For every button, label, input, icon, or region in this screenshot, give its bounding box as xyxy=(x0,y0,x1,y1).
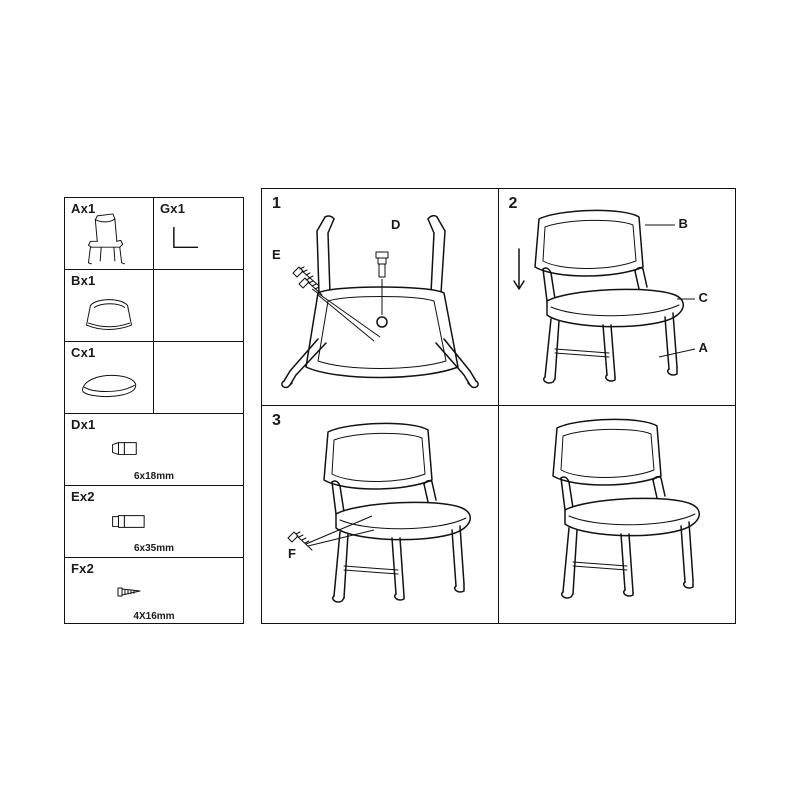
table-row xyxy=(65,414,243,486)
part-cell-empty-2 xyxy=(154,342,243,413)
step-4-finished-chair xyxy=(499,406,736,623)
part-cell-d xyxy=(65,414,243,485)
step-4-illustration xyxy=(499,406,734,623)
steps-grid xyxy=(261,188,736,624)
part-cell-empty-1 xyxy=(154,270,243,341)
part-size-f: 4X16mm xyxy=(133,611,175,622)
step-3-illustration xyxy=(262,406,499,623)
step-3-fix-backrest-screws xyxy=(262,406,499,623)
parts-list-table xyxy=(64,197,244,624)
table-row xyxy=(65,558,243,625)
part-cell-b xyxy=(65,270,154,341)
part-cell-e xyxy=(65,486,243,557)
part-label-g: Gx1 xyxy=(160,201,186,216)
table-row xyxy=(65,342,243,414)
step-1-attach-seat-underside xyxy=(262,189,499,406)
part-label-c: Cx1 xyxy=(71,345,96,360)
table-row xyxy=(65,486,243,558)
table-row xyxy=(65,198,243,270)
callout-e: E xyxy=(272,247,281,262)
bolt-d-graphic xyxy=(376,252,388,277)
callout-f: F xyxy=(288,546,296,561)
callout-c: C xyxy=(698,290,708,305)
part-cell-c xyxy=(65,342,154,413)
step-1-illustration xyxy=(262,189,499,406)
step-number-3: 3 xyxy=(272,412,281,429)
step-number-1: 1 xyxy=(272,195,281,212)
part-label-b: Bx1 xyxy=(71,273,96,288)
callout-d: D xyxy=(391,217,401,232)
step-2-identify-parts xyxy=(499,189,736,406)
part-cell-g xyxy=(154,198,243,269)
part-size-d: 6x18mm xyxy=(133,471,175,482)
part-size-e: 6x35mm xyxy=(133,543,175,554)
callout-b: B xyxy=(678,216,688,231)
part-label-f: Fx2 xyxy=(71,561,95,576)
part-label-a: Ax1 xyxy=(71,201,96,216)
part-label-e: Ex2 xyxy=(71,489,95,504)
step-number-2: 2 xyxy=(508,195,518,212)
table-row xyxy=(65,270,243,342)
part-cell-f xyxy=(65,558,243,625)
part-label-d: Dx1 xyxy=(71,417,96,432)
callout-a: A xyxy=(698,340,708,355)
part-cell-a xyxy=(65,198,154,269)
